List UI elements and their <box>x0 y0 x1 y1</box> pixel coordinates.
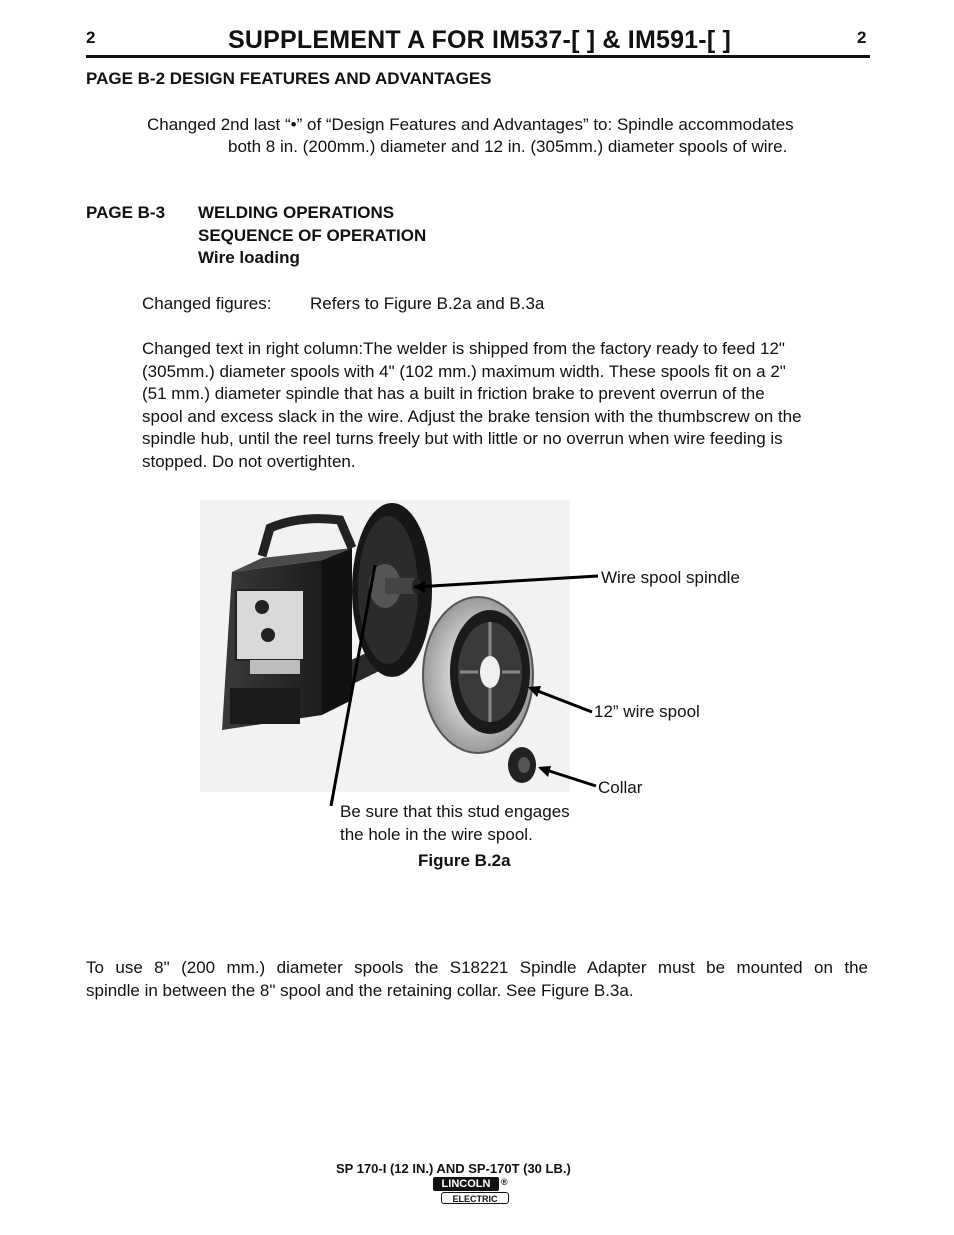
logo-bottom: ELECTRIC <box>441 1192 509 1204</box>
paragraph-line: Changed text in right column:The welder is shipped from the factory ready to feed 12" <box>142 339 785 358</box>
label-wire-spool: 12” wire spool <box>594 702 700 721</box>
label-stud-note <box>340 801 570 846</box>
control-knob <box>261 628 275 642</box>
spool-center-hole <box>480 656 500 688</box>
welder-side <box>322 548 352 715</box>
stud-note-line2: the hole in the wire spool. <box>340 824 533 844</box>
figure-caption: Figure B.2a <box>418 851 511 870</box>
logo-registered-mark: ® <box>501 1177 508 1187</box>
paragraph-line: spool and excess slack in the wire. Adjust the brake tension with the thumbscrew on the <box>142 406 802 426</box>
lincoln-electric-logo <box>433 1177 513 1207</box>
label-collar: Collar <box>598 778 643 797</box>
model-label <box>250 660 300 674</box>
logo-top: LINCOLN <box>433 1177 499 1191</box>
closing-text-line1: To use 8" (200 mm.) diameter spools the S18221 Spindle Adapter must be mounted on the <box>86 958 868 977</box>
welding-operations-heading: WELDING OPERATIONS <box>198 203 395 222</box>
changed-figures-label: Changed figures: <box>142 294 272 313</box>
paragraph-line: stopped. Do not overtighten. <box>142 451 356 471</box>
page-number-right: 2 <box>857 28 867 47</box>
section-b2-text-line1: Changed 2nd last “•” of “Design Features and Advantages” to: Spindle accommodates <box>147 115 794 134</box>
footer-model: SP 170-I (12 IN.) AND SP-170T (30 LB.) <box>336 1161 571 1176</box>
wire-loading-heading: Wire loading <box>198 248 300 267</box>
page-number-left: 2 <box>86 28 96 47</box>
vent-grille <box>230 688 300 724</box>
paragraph-line: spindle hub, until the reel turns freely but with little or no overrun when wire feeding is <box>142 429 783 448</box>
section-b2-heading: PAGE B-2 DESIGN FEATURES AND ADVANTAGES <box>86 69 492 88</box>
document-title: SUPPLEMENT A FOR IM537-[ ] & IM591-[ ] <box>228 26 732 54</box>
paragraph-line: (305mm.) diameter spools with 4" (102 mm.) maximum width. These spools fit on a 2" <box>142 361 786 381</box>
closing-text-line2: spindle in between the 8" spool and the retaining collar. See Figure B.3a. <box>86 981 634 1000</box>
changed-figures-value: Refers to Figure B.2a and B.3a <box>310 294 545 313</box>
section-b3-page-ref: PAGE B-3 <box>86 203 166 222</box>
control-panel <box>236 590 304 660</box>
sequence-of-operation-heading: SEQUENCE OF OPERATION <box>198 226 427 245</box>
label-wire-spool-spindle: Wire spool spindle <box>601 568 740 587</box>
stud-note-line1: Be sure that this stud engages <box>340 802 570 821</box>
section-b2-text-line2: both 8 in. (200mm.) diameter and 12 in. (305mm.) diameter spools of wire. <box>228 137 788 156</box>
control-knob <box>255 600 269 614</box>
paragraph-line: (51 mm.) diameter spindle that has a built in friction brake to prevent overrun of the <box>142 384 765 403</box>
